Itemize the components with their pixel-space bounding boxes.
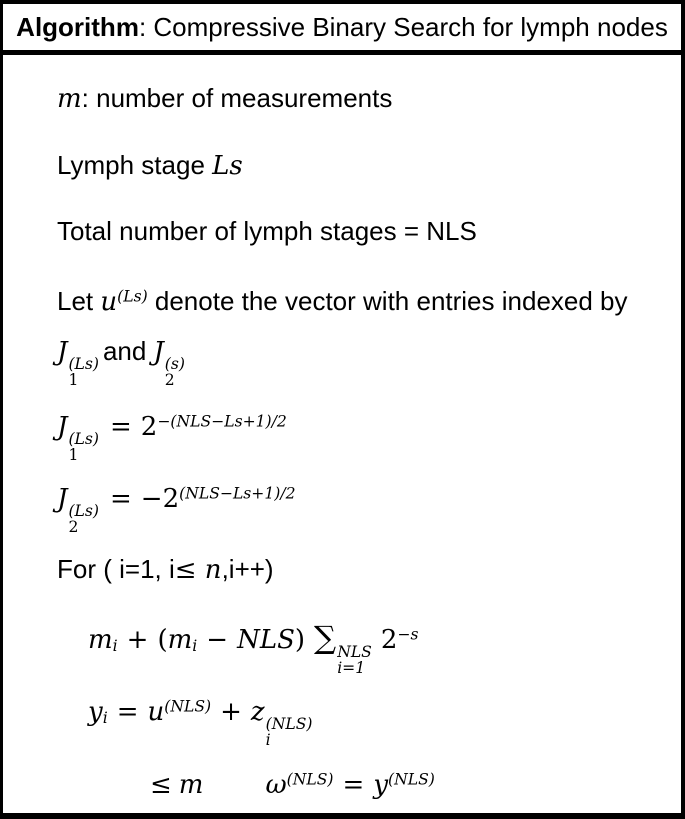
base-two: 2: [162, 484, 180, 514]
var-z: z: [250, 697, 265, 727]
formula-y: [88, 695, 675, 750]
formula-sum: [88, 620, 675, 678]
measurements-text: : number of measurements: [81, 83, 393, 113]
j1-supsub: [68, 431, 99, 464]
minus-sign: −: [206, 625, 229, 655]
omega-equation: [265, 769, 434, 799]
plus-sign: +: [220, 697, 242, 727]
var-u: u: [100, 287, 118, 317]
j1-supsub: [68, 356, 99, 389]
summation-sign: ∑: [314, 620, 337, 656]
var-y: y: [373, 770, 389, 800]
j2-supsub: [165, 356, 185, 389]
j1-superscript: (Ls): [68, 430, 99, 449]
var-nls: NLS: [237, 625, 295, 655]
j1-exponent: −(NLS−Ls+1)/2: [157, 412, 287, 431]
j2-exponent: (NLS−Ls+1)/2: [179, 484, 296, 503]
algorithm-body: [3, 55, 681, 800]
var-omega: ω: [265, 770, 287, 800]
title-text: : Compressive Binary Search for lymph nodes: [138, 11, 668, 42]
formula-final: [150, 768, 675, 800]
sigma-limits: [337, 644, 372, 677]
var-j2: J: [153, 337, 164, 367]
j1-subscript: 1: [68, 371, 79, 390]
plus-sign: +: [126, 625, 149, 655]
var-m2: m: [167, 625, 193, 655]
var-y: y: [88, 697, 103, 727]
for-text-rest: ,i++): [221, 554, 274, 584]
minus-sign: −: [140, 484, 163, 514]
base-two: 2: [140, 412, 158, 442]
omega-superscript: (NLS): [286, 770, 334, 789]
line-for-loop: [57, 553, 675, 585]
j1-superscript: (Ls): [68, 355, 99, 374]
two-exponent: −s: [397, 625, 419, 644]
line-indices: [57, 335, 675, 390]
var-j1: J: [57, 337, 68, 367]
u-superscript: (NLS): [164, 697, 212, 716]
u-superscript: (Ls): [117, 287, 148, 306]
open-paren: (: [157, 625, 168, 655]
leq-sign: ≤: [150, 770, 172, 800]
z-supsub: [266, 716, 313, 749]
formula-j1: [57, 410, 675, 465]
equals-sign: =: [116, 697, 139, 727]
y-superscript: (NLS): [388, 770, 435, 789]
sigma-upper-limit: NLS: [337, 643, 372, 662]
var-ls: Ls: [212, 151, 243, 181]
j2-subscript: 2: [68, 518, 79, 537]
z-superscript: (NLS): [265, 715, 313, 734]
m1-subscript: i: [112, 637, 118, 656]
line-total-stages: [57, 215, 675, 247]
var-m1: m: [88, 625, 113, 655]
base-two: 2: [380, 625, 398, 655]
line-let-vector: [57, 285, 675, 317]
var-m: m: [57, 84, 82, 114]
j2-subscript: 2: [164, 371, 175, 390]
line-lymph-stage: [57, 149, 675, 181]
var-m: m: [178, 770, 204, 800]
var-j1: J: [57, 412, 68, 442]
and-text: and: [102, 336, 147, 366]
lymph-stage-text: Lymph stage: [57, 150, 213, 180]
equals-sign: =: [109, 484, 132, 514]
j1-subscript: 1: [68, 446, 79, 465]
line-measurements: [57, 82, 675, 114]
for-text: For ( i=1, i: [57, 554, 175, 584]
z-subscript: i: [265, 731, 271, 750]
algorithm-label: Algorithm: [16, 11, 139, 42]
y-subscript: i: [102, 709, 108, 728]
total-stages-text: Total number of lymph stages = NLS: [57, 216, 477, 246]
title-bar: [3, 4, 681, 55]
var-n: n: [196, 555, 222, 585]
let-text: Let: [57, 286, 101, 316]
leq-sign: ≤: [174, 555, 197, 585]
j2-supsub: [68, 503, 99, 536]
sigma-lower-limit: i=1: [337, 659, 366, 678]
m2-subscript: i: [192, 637, 198, 656]
var-j2: J: [57, 484, 68, 514]
equals-sign: =: [109, 412, 132, 442]
j2-superscript: (s): [164, 355, 185, 374]
close-paren: ): [294, 625, 306, 655]
equals-sign: =: [342, 770, 365, 800]
let-text-rest: denote the vector with entries indexed by: [147, 286, 628, 316]
var-u: u: [147, 697, 165, 727]
j2-superscript: (Ls): [68, 502, 99, 521]
formula-j2: [57, 482, 675, 537]
